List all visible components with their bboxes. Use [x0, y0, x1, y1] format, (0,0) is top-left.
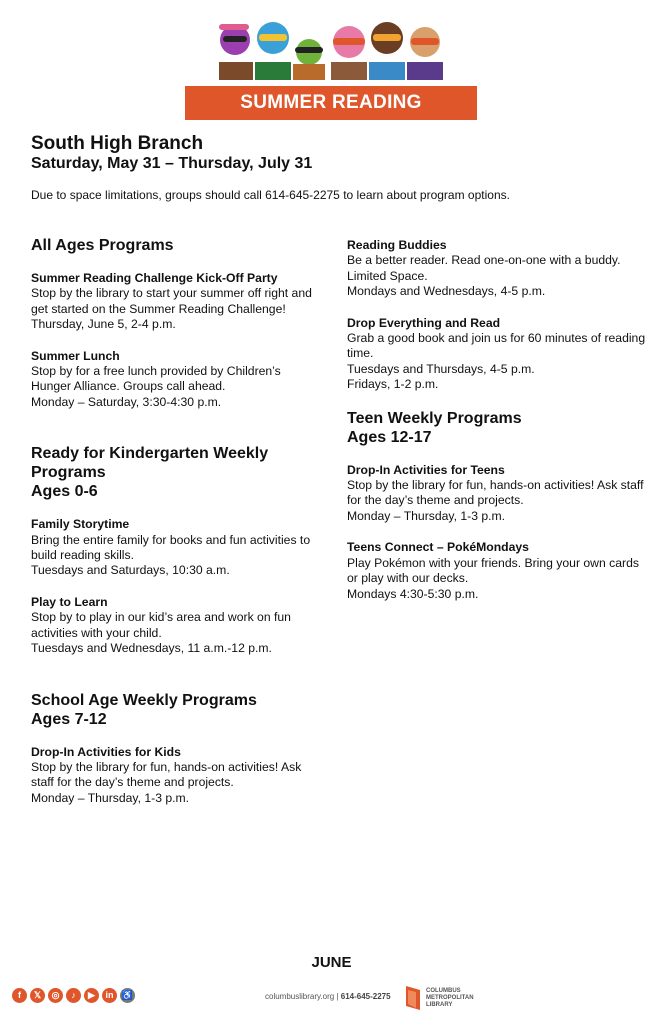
program-description: Stop by the library for fun, hands-on activities! Ask staff for the day’s theme and projects.: [347, 478, 644, 508]
program-title: Teens Connect – PokéMondays: [347, 540, 529, 555]
program-item: [347, 238, 647, 300]
logo-banner: SUMMER READING CHALLENGE: [185, 86, 477, 120]
program-title: Drop-In Activities for Teens: [347, 462, 505, 477]
program-schedule: Monday – Saturday, 3:30-4:30 p.m.: [31, 394, 222, 409]
accessibility-icon[interactable]: ♿: [120, 988, 135, 1003]
program-description: Stop by the library for fun, hands-on activities! Ask staff for the day’s theme and projects.: [31, 759, 302, 790]
tiktok-icon[interactable]: ♪: [66, 988, 81, 1003]
program-schedule: Mondays 4:30-5:30 p.m.: [347, 586, 479, 601]
program-title: Summer Lunch: [31, 348, 120, 363]
program-title: Drop-In Activities for Kids: [31, 744, 181, 759]
section-title: Ready for Kindergarten Weekly Programs: [31, 445, 269, 482]
summer-reading-logo: [185, 12, 477, 147]
social-icons: [12, 988, 135, 1004]
program-description: Grab a good book and join us for 60 minutes of reading time.: [347, 331, 646, 361]
program-item: [347, 316, 647, 393]
program-schedule: Monday – Thursday, 1-3 p.m.: [347, 508, 506, 523]
program-schedule: Monday – Thursday, 1-3 p.m.: [31, 790, 190, 805]
program-description: Stop by to play in our kid’s area and work on fun activities with your child.: [31, 610, 291, 640]
section-ages: Ages 7-12: [31, 710, 107, 728]
x-icon[interactable]: 𝕏: [30, 988, 45, 1003]
teen-section: [347, 409, 647, 602]
library-line: COLUMBUS: [426, 987, 461, 994]
program-item: [31, 517, 321, 579]
youtube-icon[interactable]: ▶: [84, 988, 99, 1003]
program-item: [347, 463, 647, 525]
month-label: JUNE: [311, 954, 352, 971]
program-item: [347, 540, 647, 602]
program-schedule: Tuesdays and Thursdays, 4-5 p.m.: [347, 361, 535, 376]
program-title: Reading Buddies: [347, 238, 447, 252]
instagram-icon[interactable]: ◎: [48, 988, 63, 1003]
section-ages: Ages 0-6: [31, 483, 98, 501]
section-ages: Ages 12-17: [347, 428, 432, 446]
footer-phone: 614-645-2275: [340, 992, 391, 1001]
library-line: METROPOLITAN: [426, 994, 474, 1001]
continued-programs: [347, 238, 647, 393]
program-item: [31, 745, 321, 807]
date-range: Saturday, May 31 – Thursday, July 31: [31, 155, 313, 172]
program-description: Stop by for a free lunch provided by Children’s Hunger Alliance. Groups call ahead.: [31, 364, 281, 394]
footer-contact: columbuslibrary.org | 614-645-2275: [265, 992, 391, 1001]
section-title: Teen Weekly Programs: [347, 409, 522, 427]
program-schedule: Mondays and Wednesdays, 4-5 p.m.: [347, 284, 546, 299]
program-description: Be a better reader. Read one-on-one with a buddy. Limited Space.: [347, 253, 621, 283]
school-age-section: [31, 691, 321, 807]
program-schedule: Thursday, June 5, 2-4 p.m.: [31, 317, 176, 332]
branch-title: South High Branch: [31, 133, 204, 154]
program-item: [31, 595, 321, 657]
program-title: Summer Reading Challenge Kick-Off Party: [31, 271, 278, 285]
section-title: School Age Weekly Programs: [31, 691, 257, 709]
program-schedule: Tuesdays and Saturdays, 10:30 a.m.: [31, 563, 230, 578]
program-description: Bring the entire family for books and fun activities to build reading skills.: [31, 532, 311, 563]
program-item: [31, 349, 321, 411]
right-column: [347, 238, 647, 636]
program-title: Play to Learn: [31, 594, 108, 609]
footer-url[interactable]: columbuslibrary.org: [265, 992, 335, 1001]
program-item: [31, 271, 321, 333]
linkedin-icon[interactable]: in: [102, 988, 117, 1003]
program-title: Family Storytime: [31, 517, 130, 532]
kids-reading-illustration: [213, 12, 449, 86]
library-line: LIBRARY: [426, 1001, 453, 1008]
program-description: Stop by the library to start your summer off right and get started on the Summer Reading Challenge!: [31, 286, 312, 316]
library-logo-icon: [404, 984, 422, 1012]
program-schedule: Tuesdays and Wednesdays, 11 a.m.-12 p.m.: [31, 641, 272, 656]
space-notice: Due to space limitations, groups should call 614-645-2275 to learn about program options.: [31, 188, 510, 202]
kindergarten-section: [31, 444, 321, 656]
section-title: All Ages Programs: [31, 237, 174, 254]
library-logo: [404, 983, 474, 1013]
facebook-icon[interactable]: f: [12, 988, 27, 1003]
left-column: [31, 236, 321, 840]
program-schedule: Fridays, 1-2 p.m.: [347, 377, 439, 392]
program-description: Play Pokémon with your friends. Bring your own cards or play with our decks.: [347, 555, 639, 586]
library-name: [426, 988, 474, 1009]
all-ages-section: [31, 236, 321, 410]
program-title: Drop Everything and Read: [347, 315, 501, 330]
